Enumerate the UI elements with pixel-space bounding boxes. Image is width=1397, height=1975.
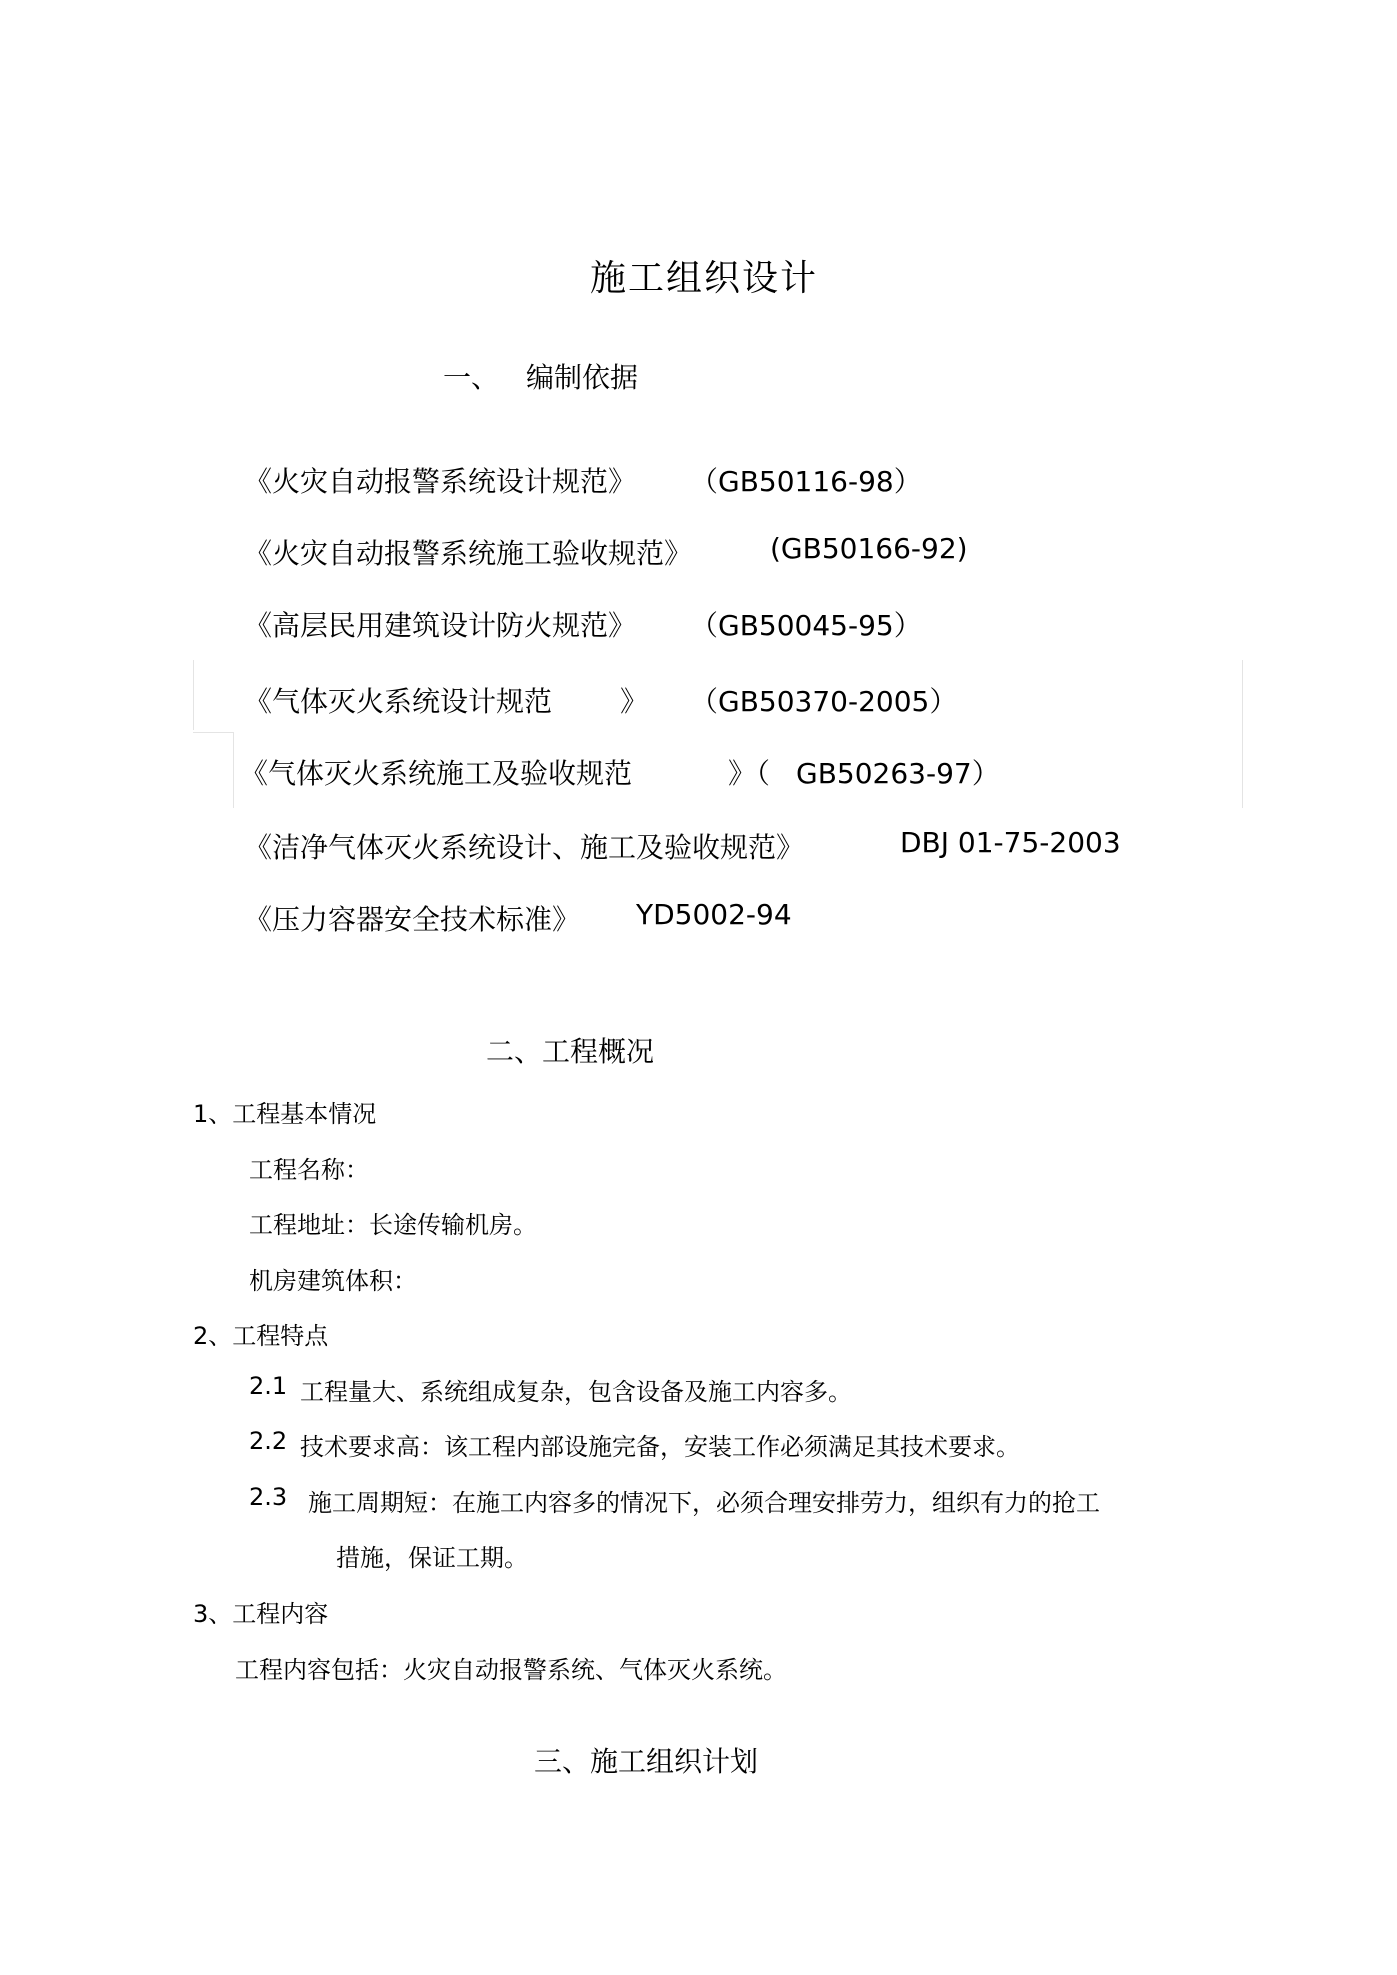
reference-5-code: GB50263-97） <box>796 757 1000 790</box>
feature-2-3-text: 施工周期短：在施工内容多的情况下，必须合理安排劳力，组织有力的抢工 <box>308 1489 1100 1517</box>
reference-3-code: （GB50045-95） <box>690 609 922 642</box>
reference-2-code: (GB50166-92) <box>770 532 968 565</box>
reference-1-code: （GB50116-98） <box>690 465 922 498</box>
project-name-label: 工程名称： <box>249 1156 369 1184</box>
project-address: 工程地址：长途传输机房。 <box>249 1211 537 1239</box>
subsection-2-title: 2、工程特点 <box>193 1322 329 1350</box>
feature-2-1-text: 工程量大、系统组成复杂，包含设备及施工内容多。 <box>300 1378 852 1406</box>
scan-artifact-line <box>193 660 194 730</box>
subsection-1-title: 1、工程基本情况 <box>193 1100 377 1128</box>
section-1-number: 一、 <box>443 361 500 394</box>
reference-6-code: DBJ 01-75-2003 <box>900 826 1121 859</box>
feature-2-2-text: 技术要求高：该工程内部设施完备，安装工作必须满足其技术要求。 <box>300 1433 1020 1461</box>
reference-2-name: 《火灾自动报警系统施工验收规范》 <box>244 537 693 570</box>
reference-4-name: 《气体灭火系统设计规范 <box>244 685 553 718</box>
building-volume-label: 机房建筑体积： <box>249 1267 417 1295</box>
section-1-title: 编制依据 <box>526 361 639 394</box>
feature-2-3-continuation: 措施，保证工期。 <box>336 1544 528 1572</box>
project-content-text: 工程内容包括：火灾自动报警系统、气体灭火系统。 <box>235 1656 787 1684</box>
section-3-title: 三、施工组织计划 <box>534 1745 759 1778</box>
reference-5-close: 》（ <box>728 757 771 790</box>
feature-2-2-number: 2.2 <box>249 1427 288 1455</box>
reference-7-code: YD5002-94 <box>636 898 792 931</box>
reference-7-name: 《压力容器安全技术标准》 <box>244 903 581 936</box>
scan-artifact-line <box>193 732 233 733</box>
reference-1-name: 《火灾自动报警系统设计规范》 <box>244 465 637 498</box>
reference-3-name: 《高层民用建筑设计防火规范》 <box>244 609 637 642</box>
section-2-title: 二、工程概况 <box>486 1035 655 1068</box>
scan-artifact-line <box>1242 660 1243 808</box>
reference-5-name: 《气体灭火系统施工及验收规范 <box>240 757 633 790</box>
scan-artifact-line <box>233 732 234 808</box>
reference-6-name: 《洁净气体灭火系统设计、施工及验收规范》 <box>244 831 805 864</box>
reference-4-code: （GB50370-2005） <box>690 685 958 718</box>
reference-4-close: 》 <box>620 685 649 718</box>
document-title: 施工组织设计 <box>590 258 819 299</box>
feature-2-3-number: 2.3 <box>249 1483 288 1511</box>
feature-2-1-number: 2.1 <box>249 1372 288 1400</box>
subsection-3-title: 3、工程内容 <box>193 1600 329 1628</box>
